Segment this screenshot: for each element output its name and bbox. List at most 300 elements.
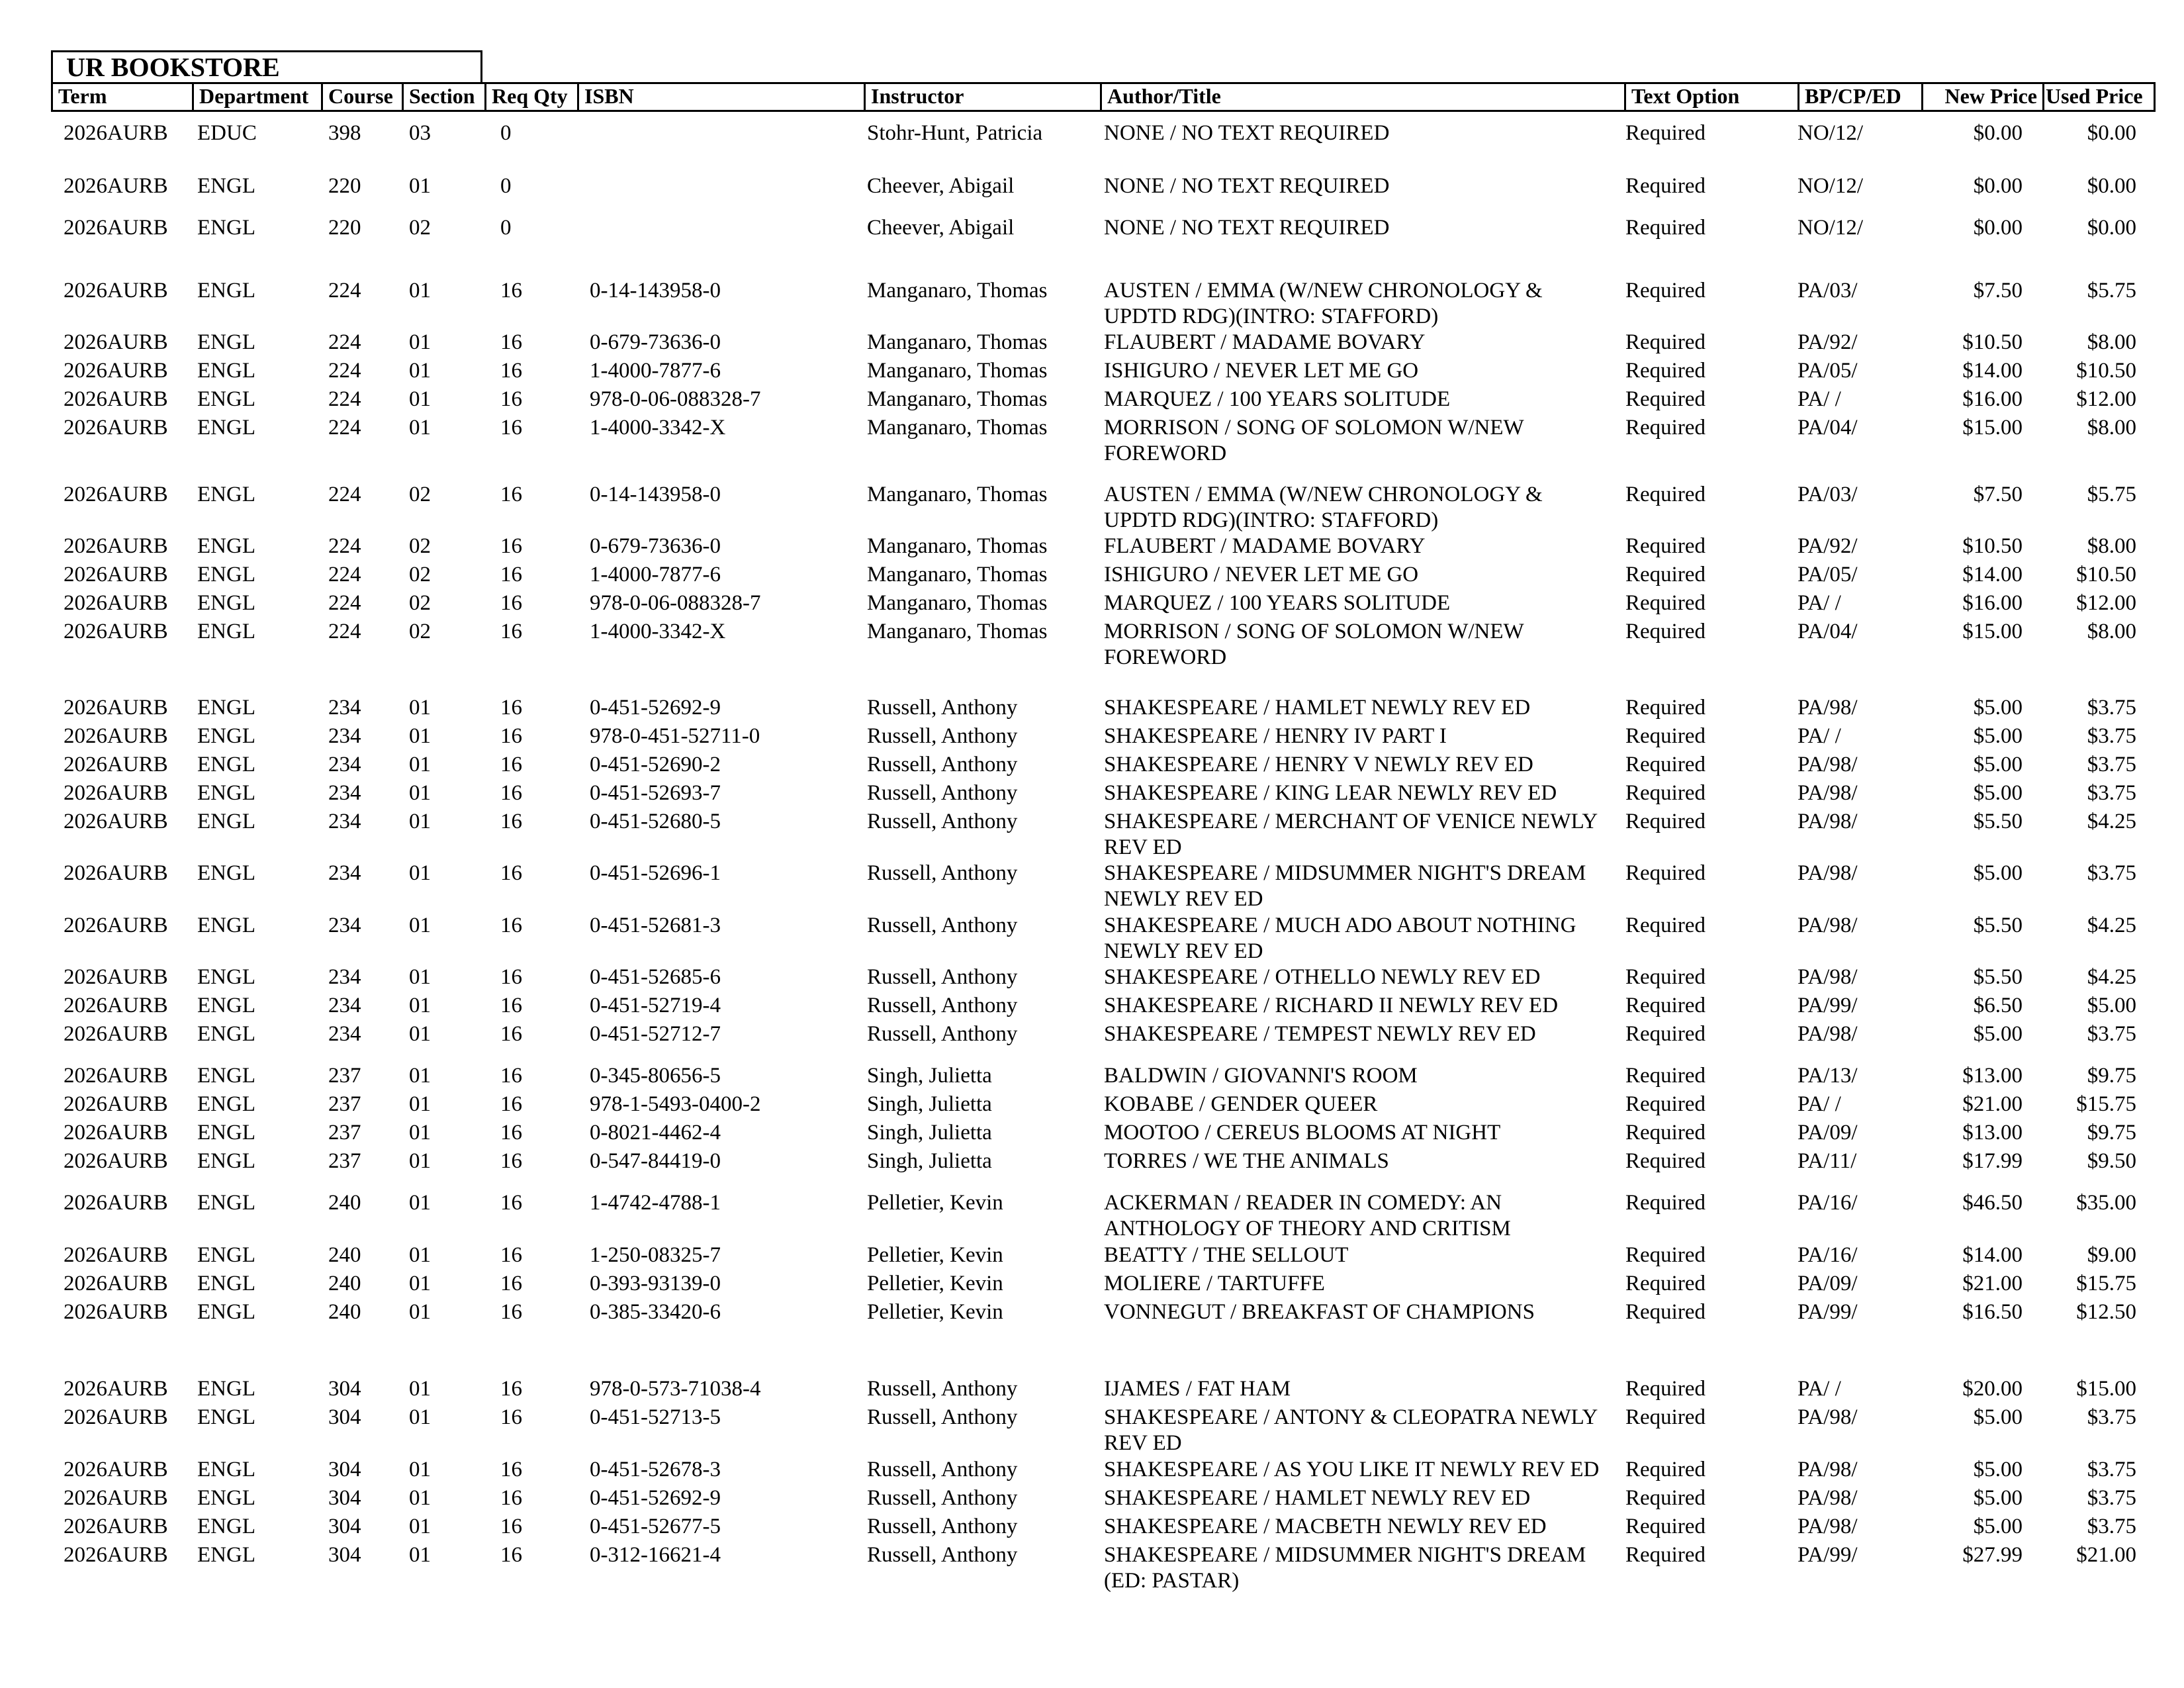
text-option-cell: Required [1625, 994, 1706, 1017]
department-cell: ENGL [197, 994, 255, 1017]
term-cell: 2026AURB [64, 1377, 168, 1401]
section-cell: 01 [409, 1377, 431, 1401]
section-cell: 01 [409, 1515, 431, 1538]
instructor-cell: Russell, Anthony [867, 696, 1018, 720]
new-price-cell: $7.50 [1973, 483, 2023, 506]
department-cell: ENGL [197, 1377, 255, 1401]
section-cell: 01 [409, 781, 431, 805]
instructor-cell: Singh, Julietta [867, 1092, 992, 1116]
req-qty-cell: 16 [500, 1022, 522, 1046]
instructor-cell: Pelletier, Kevin [867, 1272, 1003, 1295]
bp-cp-ed-cell: PA/ / [1797, 591, 1841, 615]
used-price-cell: $3.75 [2087, 781, 2136, 805]
department-cell: ENGL [197, 781, 255, 805]
bp-cp-ed-cell: PA/99/ [1797, 1300, 1858, 1324]
section-cell: 02 [409, 483, 431, 506]
bp-cp-ed-cell: NO/12/ [1797, 174, 1863, 198]
section-cell: 01 [409, 330, 431, 354]
author-title-cell: AUSTEN / EMMA (W/NEW CHRONOLOGY & UPDTD RDG)(INTRO: STAFFORD) [1104, 483, 1543, 532]
req-qty-cell: 16 [500, 1300, 522, 1324]
used-price-cell: $3.75 [2087, 1486, 2136, 1510]
new-price-cell: $21.00 [1962, 1272, 2023, 1295]
used-price-cell: $3.75 [2087, 1405, 2136, 1429]
instructor-cell: Russell, Anthony [867, 1515, 1018, 1538]
text-option-cell: Required [1625, 534, 1706, 558]
author-title-cell: SHAKESPEARE / KING LEAR NEWLY REV ED [1104, 781, 1557, 805]
text-option-cell: Required [1625, 1458, 1706, 1481]
author-title-cell: SHAKESPEARE / MUCH ADO ABOUT NOTHING NEWLY REV ED [1104, 914, 1576, 963]
bp-cp-ed-cell: PA/ / [1797, 1092, 1841, 1116]
section-cell: 02 [409, 620, 431, 643]
req-qty-cell: 16 [500, 1405, 522, 1429]
department-cell: ENGL [197, 330, 255, 354]
text-option-cell: Required [1625, 1121, 1706, 1145]
course-cell: 237 [328, 1121, 361, 1145]
instructor-cell: Russell, Anthony [867, 1405, 1018, 1429]
text-option-cell: Required [1625, 1405, 1706, 1429]
req-qty-cell: 16 [500, 330, 522, 354]
author-title-cell: ISHIGURO / NEVER LET ME GO [1104, 359, 1419, 383]
bp-cp-ed-cell: PA/98/ [1797, 1486, 1858, 1510]
author-title-cell: SHAKESPEARE / HENRY V NEWLY REV ED [1104, 753, 1533, 776]
term-cell: 2026AURB [64, 359, 168, 383]
author-title-cell: SHAKESPEARE / AS YOU LIKE IT NEWLY REV ED [1104, 1458, 1600, 1481]
bp-cp-ed-cell: PA/11/ [1797, 1149, 1857, 1173]
course-cell: 237 [328, 1064, 361, 1088]
course-cell: 304 [328, 1486, 361, 1510]
req-qty-cell: 16 [500, 994, 522, 1017]
course-cell: 240 [328, 1243, 361, 1267]
instructor-cell: Manganaro, Thomas [867, 387, 1048, 411]
section-cell: 01 [409, 1300, 431, 1324]
text-option-cell: Required [1625, 810, 1706, 833]
term-cell: 2026AURB [64, 174, 168, 198]
term-cell: 2026AURB [64, 1515, 168, 1538]
instructor-cell: Manganaro, Thomas [867, 416, 1048, 440]
course-cell: 224 [328, 591, 361, 615]
author-title-cell: FLAUBERT / MADAME BOVARY [1104, 330, 1426, 354]
term-cell: 2026AURB [64, 121, 168, 145]
section-cell: 01 [409, 174, 431, 198]
term-cell: 2026AURB [64, 1022, 168, 1046]
isbn-cell: 0-679-73636-0 [590, 330, 721, 354]
isbn-cell: 0-14-143958-0 [590, 483, 721, 506]
bp-cp-ed-cell: PA/16/ [1797, 1243, 1858, 1267]
used-price-cell: $4.25 [2087, 965, 2136, 989]
new-price-cell: $6.50 [1973, 994, 2023, 1017]
text-option-cell: Required [1625, 1149, 1706, 1173]
new-price-cell: $10.50 [1962, 330, 2023, 354]
author-title-cell: AUSTEN / EMMA (W/NEW CHRONOLOGY & UPDTD RDG)(INTRO: STAFFORD) [1104, 279, 1543, 328]
section-cell: 01 [409, 359, 431, 383]
department-cell: ENGL [197, 1300, 255, 1324]
instructor-cell: Stohr-Hunt, Patricia [867, 121, 1043, 145]
new-price-cell: $15.00 [1962, 416, 2023, 440]
bp-cp-ed-cell: PA/ / [1797, 387, 1841, 411]
course-cell: 224 [328, 359, 361, 383]
course-cell: 234 [328, 696, 361, 720]
text-option-cell: Required [1625, 1064, 1706, 1088]
text-option-cell: Required [1625, 753, 1706, 776]
isbn-cell: 0-14-143958-0 [590, 279, 721, 303]
instructor-cell: Pelletier, Kevin [867, 1300, 1003, 1324]
req-qty-cell: 16 [500, 1458, 522, 1481]
req-qty-cell: 0 [500, 121, 512, 145]
new-price-cell: $21.00 [1962, 1092, 2023, 1116]
course-cell: 224 [328, 387, 361, 411]
text-option-cell: Required [1625, 416, 1706, 440]
text-option-cell: Required [1625, 1515, 1706, 1538]
instructor-cell: Manganaro, Thomas [867, 279, 1048, 303]
course-cell: 220 [328, 174, 361, 198]
course-cell: 220 [328, 216, 361, 240]
author-title-cell: NONE / NO TEXT REQUIRED [1104, 216, 1390, 240]
department-cell: ENGL [197, 1022, 255, 1046]
term-cell: 2026AURB [64, 216, 168, 240]
text-option-cell: Required [1625, 121, 1706, 145]
course-cell: 234 [328, 753, 361, 776]
new-price-cell: $5.00 [1973, 1515, 2023, 1538]
section-cell: 01 [409, 279, 431, 303]
instructor-cell: Pelletier, Kevin [867, 1191, 1003, 1215]
course-cell: 234 [328, 724, 361, 748]
course-cell: 224 [328, 330, 361, 354]
new-price-cell: $5.00 [1973, 696, 2023, 720]
author-title-cell: MOLIERE / TARTUFFE [1104, 1272, 1325, 1295]
course-cell: 240 [328, 1300, 361, 1324]
new-price-cell: $0.00 [1973, 121, 2023, 145]
header-bp-cp-ed: BP/CP/ED [1797, 84, 1921, 110]
req-qty-cell: 16 [500, 1377, 522, 1401]
req-qty-cell: 16 [500, 1191, 522, 1215]
instructor-cell: Manganaro, Thomas [867, 620, 1048, 643]
used-price-cell: $3.75 [2087, 1515, 2136, 1538]
section-cell: 01 [409, 387, 431, 411]
term-cell: 2026AURB [64, 416, 168, 440]
text-option-cell: Required [1625, 591, 1706, 615]
term-cell: 2026AURB [64, 1486, 168, 1510]
term-cell: 2026AURB [64, 330, 168, 354]
term-cell: 2026AURB [64, 279, 168, 303]
instructor-cell: Cheever, Abigail [867, 216, 1015, 240]
instructor-cell: Manganaro, Thomas [867, 591, 1048, 615]
isbn-cell: 0-451-52677-5 [590, 1515, 721, 1538]
new-price-cell: $0.00 [1973, 174, 2023, 198]
instructor-cell: Cheever, Abigail [867, 174, 1015, 198]
section-cell: 01 [409, 1243, 431, 1267]
header-section: Section [402, 84, 484, 110]
term-cell: 2026AURB [64, 1149, 168, 1173]
section-cell: 01 [409, 1092, 431, 1116]
isbn-cell: 0-547-84419-0 [590, 1149, 721, 1173]
department-cell: ENGL [197, 563, 255, 586]
course-cell: 224 [328, 416, 361, 440]
section-cell: 01 [409, 861, 431, 885]
course-cell: 237 [328, 1149, 361, 1173]
section-cell: 01 [409, 1121, 431, 1145]
instructor-cell: Russell, Anthony [867, 1543, 1018, 1567]
req-qty-cell: 16 [500, 724, 522, 748]
bp-cp-ed-cell: PA/ / [1797, 1377, 1841, 1401]
isbn-cell: 0-393-93139-0 [590, 1272, 721, 1295]
instructor-cell: Russell, Anthony [867, 810, 1018, 833]
course-cell: 224 [328, 483, 361, 506]
isbn-cell: 0-385-33420-6 [590, 1300, 721, 1324]
header-used-price: Used Price [2042, 84, 2154, 110]
used-price-cell: $3.75 [2087, 753, 2136, 776]
course-cell: 304 [328, 1543, 361, 1567]
course-cell: 240 [328, 1272, 361, 1295]
bp-cp-ed-cell: PA/03/ [1797, 279, 1858, 303]
department-cell: ENGL [197, 1458, 255, 1481]
req-qty-cell: 16 [500, 1486, 522, 1510]
term-cell: 2026AURB [64, 994, 168, 1017]
department-cell: ENGL [197, 724, 255, 748]
isbn-cell: 1-4742-4788-1 [590, 1191, 721, 1215]
new-price-cell: $5.00 [1973, 781, 2023, 805]
department-cell: ENGL [197, 279, 255, 303]
instructor-cell: Manganaro, Thomas [867, 359, 1048, 383]
new-price-cell: $14.00 [1962, 359, 2023, 383]
department-cell: ENGL [197, 1064, 255, 1088]
used-price-cell: $3.75 [2087, 724, 2136, 748]
section-cell: 01 [409, 696, 431, 720]
req-qty-cell: 16 [500, 1064, 522, 1088]
instructor-cell: Manganaro, Thomas [867, 330, 1048, 354]
isbn-cell: 0-451-52692-9 [590, 696, 721, 720]
author-title-cell: MARQUEZ / 100 YEARS SOLITUDE [1104, 387, 1451, 411]
isbn-cell: 1-4000-7877-6 [590, 563, 721, 586]
instructor-cell: Russell, Anthony [867, 861, 1018, 885]
req-qty-cell: 0 [500, 174, 512, 198]
bp-cp-ed-cell: PA/04/ [1797, 416, 1858, 440]
term-cell: 2026AURB [64, 620, 168, 643]
used-price-cell: $35.00 [2076, 1191, 2136, 1215]
used-price-cell: $9.75 [2087, 1064, 2136, 1088]
bp-cp-ed-cell: PA/98/ [1797, 696, 1858, 720]
author-title-cell: ISHIGURO / NEVER LET ME GO [1104, 563, 1419, 586]
author-title-cell: ACKERMAN / READER IN COMEDY: AN ANTHOLOGY OF THEORY AND CRITISM [1104, 1191, 1511, 1241]
text-option-cell: Required [1625, 1243, 1706, 1267]
new-price-cell: $17.99 [1962, 1149, 2023, 1173]
text-option-cell: Required [1625, 174, 1706, 198]
section-cell: 01 [409, 753, 431, 776]
department-cell: ENGL [197, 416, 255, 440]
req-qty-cell: 16 [500, 534, 522, 558]
used-price-cell: $9.75 [2087, 1121, 2136, 1145]
header-department: Department [192, 84, 321, 110]
bp-cp-ed-cell: PA/05/ [1797, 563, 1858, 586]
term-cell: 2026AURB [64, 914, 168, 937]
department-cell: ENGL [197, 1405, 255, 1429]
header-text-option: Text Option [1624, 84, 1797, 110]
new-price-cell: $13.00 [1962, 1121, 2023, 1145]
text-option-cell: Required [1625, 1300, 1706, 1324]
instructor-cell: Russell, Anthony [867, 1458, 1018, 1481]
instructor-cell: Russell, Anthony [867, 1022, 1018, 1046]
instructor-cell: Manganaro, Thomas [867, 534, 1048, 558]
text-option-cell: Required [1625, 781, 1706, 805]
new-price-cell: $14.00 [1962, 563, 2023, 586]
course-cell: 234 [328, 781, 361, 805]
section-cell: 01 [409, 965, 431, 989]
author-title-cell: BALDWIN / GIOVANNI'S ROOM [1104, 1064, 1418, 1088]
instructor-cell: Russell, Anthony [867, 914, 1018, 937]
term-cell: 2026AURB [64, 753, 168, 776]
used-price-cell: $5.00 [2087, 994, 2136, 1017]
author-title-cell: TORRES / WE THE ANIMALS [1104, 1149, 1389, 1173]
department-cell: ENGL [197, 534, 255, 558]
used-price-cell: $10.50 [2076, 359, 2136, 383]
section-cell: 01 [409, 1486, 431, 1510]
author-title-cell: SHAKESPEARE / MIDSUMMER NIGHT'S DREAM NEWLY REV ED [1104, 861, 1586, 911]
text-option-cell: Required [1625, 483, 1706, 506]
header-new-price: New Price [1921, 84, 2042, 110]
isbn-cell: 0-451-52685-6 [590, 965, 721, 989]
req-qty-cell: 16 [500, 563, 522, 586]
new-price-cell: $20.00 [1962, 1377, 2023, 1401]
course-cell: 304 [328, 1458, 361, 1481]
isbn-cell: 0-451-52678-3 [590, 1458, 721, 1481]
req-qty-cell: 16 [500, 914, 522, 937]
instructor-cell: Russell, Anthony [867, 1486, 1018, 1510]
term-cell: 2026AURB [64, 861, 168, 885]
bp-cp-ed-cell: PA/98/ [1797, 1022, 1858, 1046]
used-price-cell: $8.00 [2087, 534, 2136, 558]
used-price-cell: $0.00 [2087, 174, 2136, 198]
text-option-cell: Required [1625, 1543, 1706, 1567]
used-price-cell: $9.50 [2087, 1149, 2136, 1173]
bp-cp-ed-cell: PA/05/ [1797, 359, 1858, 383]
department-cell: ENGL [197, 174, 255, 198]
used-price-cell: $3.75 [2087, 696, 2136, 720]
req-qty-cell: 16 [500, 1149, 522, 1173]
req-qty-cell: 16 [500, 696, 522, 720]
isbn-cell: 978-1-5493-0400-2 [590, 1092, 761, 1116]
course-cell: 234 [328, 810, 361, 833]
isbn-cell: 978-0-451-52711-0 [590, 724, 760, 748]
text-option-cell: Required [1625, 1486, 1706, 1510]
author-title-cell: SHAKESPEARE / OTHELLO NEWLY REV ED [1104, 965, 1541, 989]
instructor-cell: Russell, Anthony [867, 994, 1018, 1017]
used-price-cell: $3.75 [2087, 1458, 2136, 1481]
used-price-cell: $0.00 [2087, 121, 2136, 145]
req-qty-cell: 16 [500, 1121, 522, 1145]
req-qty-cell: 16 [500, 753, 522, 776]
text-option-cell: Required [1625, 216, 1706, 240]
req-qty-cell: 16 [500, 1092, 522, 1116]
new-price-cell: $16.50 [1962, 1300, 2023, 1324]
bp-cp-ed-cell: PA/98/ [1797, 810, 1858, 833]
department-cell: ENGL [197, 1272, 255, 1295]
instructor-cell: Manganaro, Thomas [867, 563, 1048, 586]
req-qty-cell: 0 [500, 216, 512, 240]
new-price-cell: $5.00 [1973, 1022, 2023, 1046]
section-cell: 01 [409, 1405, 431, 1429]
author-title-cell: SHAKESPEARE / ANTONY & CLEOPATRA NEWLY REV ED [1104, 1405, 1598, 1455]
text-option-cell: Required [1625, 1191, 1706, 1215]
isbn-cell: 0-451-52680-5 [590, 810, 721, 833]
author-title-cell: NONE / NO TEXT REQUIRED [1104, 174, 1390, 198]
department-cell: ENGL [197, 1515, 255, 1538]
isbn-cell: 0-451-52692-9 [590, 1486, 721, 1510]
course-cell: 234 [328, 861, 361, 885]
header-author-title: Author/Title [1100, 84, 1624, 110]
bp-cp-ed-cell: PA/98/ [1797, 965, 1858, 989]
section-cell: 02 [409, 591, 431, 615]
author-title-cell: SHAKESPEARE / HENRY IV PART I [1104, 724, 1447, 748]
isbn-cell: 0-451-52681-3 [590, 914, 721, 937]
isbn-cell: 0-679-73636-0 [590, 534, 721, 558]
instructor-cell: Singh, Julietta [867, 1149, 992, 1173]
course-cell: 224 [328, 620, 361, 643]
new-price-cell: $5.50 [1973, 914, 2023, 937]
section-cell: 03 [409, 121, 431, 145]
bp-cp-ed-cell: NO/12/ [1797, 216, 1863, 240]
author-title-cell: MARQUEZ / 100 YEARS SOLITUDE [1104, 591, 1451, 615]
req-qty-cell: 16 [500, 591, 522, 615]
used-price-cell: $9.00 [2087, 1243, 2136, 1267]
department-cell: ENGL [197, 1092, 255, 1116]
text-option-cell: Required [1625, 724, 1706, 748]
section-cell: 01 [409, 1191, 431, 1215]
bp-cp-ed-cell: PA/13/ [1797, 1064, 1858, 1088]
department-cell: ENGL [197, 359, 255, 383]
req-qty-cell: 16 [500, 810, 522, 833]
bp-cp-ed-cell: PA/ / [1797, 724, 1841, 748]
new-price-cell: $46.50 [1962, 1191, 2023, 1215]
used-price-cell: $15.00 [2076, 1377, 2136, 1401]
department-cell: ENGL [197, 914, 255, 937]
course-cell: 234 [328, 1022, 361, 1046]
course-cell: 224 [328, 534, 361, 558]
department-cell: ENGL [197, 1149, 255, 1173]
new-price-cell: $5.00 [1973, 1405, 2023, 1429]
department-cell: ENGL [197, 483, 255, 506]
header-term: Term [58, 84, 107, 108]
used-price-cell: $4.25 [2087, 810, 2136, 833]
bp-cp-ed-cell: PA/98/ [1797, 1515, 1858, 1538]
isbn-cell: 978-0-06-088328-7 [590, 387, 761, 411]
text-option-cell: Required [1625, 861, 1706, 885]
section-cell: 01 [409, 1458, 431, 1481]
bp-cp-ed-cell: PA/98/ [1797, 781, 1858, 805]
text-option-cell: Required [1625, 563, 1706, 586]
new-price-cell: $5.00 [1973, 753, 2023, 776]
req-qty-cell: 16 [500, 1515, 522, 1538]
bp-cp-ed-cell: PA/98/ [1797, 753, 1858, 776]
course-cell: 237 [328, 1092, 361, 1116]
instructor-cell: Russell, Anthony [867, 781, 1018, 805]
section-cell: 01 [409, 1149, 431, 1173]
used-price-cell: $4.25 [2087, 914, 2136, 937]
store-title: UR BOOKSTORE [51, 50, 482, 82]
term-cell: 2026AURB [64, 1121, 168, 1145]
used-price-cell: $8.00 [2087, 620, 2136, 643]
term-cell: 2026AURB [64, 696, 168, 720]
bp-cp-ed-cell: PA/92/ [1797, 534, 1858, 558]
used-price-cell: $12.50 [2076, 1300, 2136, 1324]
term-cell: 2026AURB [64, 534, 168, 558]
used-price-cell: $15.75 [2076, 1272, 2136, 1295]
instructor-cell: Pelletier, Kevin [867, 1243, 1003, 1267]
term-cell: 2026AURB [64, 1300, 168, 1324]
section-cell: 01 [409, 724, 431, 748]
section-cell: 01 [409, 994, 431, 1017]
bp-cp-ed-cell: PA/16/ [1797, 1191, 1858, 1215]
header-isbn: ISBN [577, 84, 864, 110]
department-cell: ENGL [197, 810, 255, 833]
